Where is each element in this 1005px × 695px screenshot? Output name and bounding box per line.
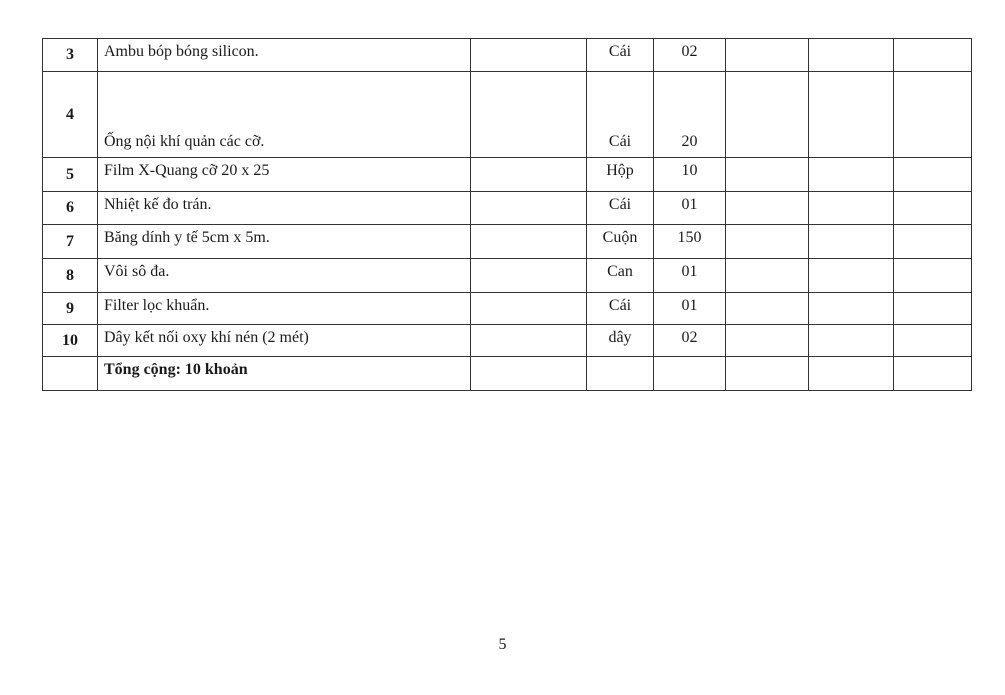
empty-cell xyxy=(726,39,809,72)
empty-cell xyxy=(894,293,972,325)
table-row xyxy=(43,325,972,357)
row-number: 8 xyxy=(43,259,98,293)
table-row xyxy=(43,158,972,192)
empty-cell xyxy=(894,158,972,192)
item-name: Băng dính y tế 5cm x 5m. xyxy=(98,225,471,259)
table-row xyxy=(43,259,972,293)
item-name: Film X-Quang cỡ 20 x 25 xyxy=(98,158,471,192)
empty-cell xyxy=(43,357,98,391)
empty-cell xyxy=(726,72,809,158)
item-name: Dây kết nối oxy khí nén (2 mét) xyxy=(98,325,471,357)
empty-cell xyxy=(809,357,894,391)
empty-cell xyxy=(809,192,894,225)
empty-cell xyxy=(809,325,894,357)
row-number: 4 xyxy=(43,72,98,158)
row-number: 6 xyxy=(43,192,98,225)
item-quantity: 02 xyxy=(654,325,726,357)
total-label: Tổng cộng: 10 khoản xyxy=(98,357,471,391)
table-row xyxy=(43,72,972,158)
empty-cell xyxy=(809,72,894,158)
empty-cell xyxy=(809,225,894,259)
item-unit: Cái xyxy=(587,293,654,325)
empty-cell xyxy=(809,158,894,192)
item-quantity: 01 xyxy=(654,293,726,325)
empty-cell xyxy=(726,225,809,259)
item-unit: Cái xyxy=(587,72,654,158)
empty-cell xyxy=(726,293,809,325)
item-name: Vôi sô đa. xyxy=(98,259,471,293)
item-unit: dây xyxy=(587,325,654,357)
item-spec xyxy=(471,325,587,357)
table-row xyxy=(43,39,972,72)
item-unit: Cái xyxy=(587,192,654,225)
row-number: 5 xyxy=(43,158,98,192)
table-row xyxy=(43,293,972,325)
empty-cell xyxy=(726,158,809,192)
empty-cell xyxy=(894,259,972,293)
empty-cell xyxy=(726,357,809,391)
item-quantity: 01 xyxy=(654,192,726,225)
row-number: 10 xyxy=(43,325,98,357)
item-name: Nhiệt kế đo trán. xyxy=(98,192,471,225)
item-name: Ambu bóp bóng silicon. xyxy=(98,39,471,72)
empty-cell xyxy=(894,325,972,357)
empty-cell xyxy=(809,293,894,325)
empty-cell xyxy=(587,357,654,391)
item-name: Ống nội khí quản các cỡ. xyxy=(98,72,471,158)
item-spec xyxy=(471,259,587,293)
item-spec xyxy=(471,158,587,192)
item-spec xyxy=(471,192,587,225)
page-number: 5 xyxy=(498,636,507,653)
empty-cell xyxy=(809,39,894,72)
empty-cell xyxy=(726,325,809,357)
item-spec xyxy=(471,225,587,259)
empty-cell xyxy=(726,192,809,225)
item-unit: Hộp xyxy=(587,158,654,192)
item-unit: Cuộn xyxy=(587,225,654,259)
empty-cell xyxy=(471,357,587,391)
item-quantity: 10 xyxy=(654,158,726,192)
empty-cell xyxy=(894,39,972,72)
row-number: 7 xyxy=(43,225,98,259)
table-row xyxy=(43,192,972,225)
empty-cell xyxy=(726,259,809,293)
empty-cell xyxy=(894,192,972,225)
item-spec xyxy=(471,39,587,72)
empty-cell xyxy=(894,72,972,158)
empty-cell xyxy=(894,225,972,259)
item-name: Filter lọc khuẩn. xyxy=(98,293,471,325)
item-quantity: 02 xyxy=(654,39,726,72)
item-quantity: 01 xyxy=(654,259,726,293)
empty-cell xyxy=(654,357,726,391)
item-spec xyxy=(471,293,587,325)
total-row xyxy=(43,357,972,391)
item-spec xyxy=(471,72,587,158)
row-number: 9 xyxy=(43,293,98,325)
row-number: 3 xyxy=(43,39,98,72)
empty-cell xyxy=(809,259,894,293)
table-row xyxy=(43,225,972,259)
empty-cell xyxy=(894,357,972,391)
item-quantity: 20 xyxy=(654,72,726,158)
item-quantity: 150 xyxy=(654,225,726,259)
item-unit: Can xyxy=(587,259,654,293)
item-unit: Cái xyxy=(587,39,654,72)
supply-table xyxy=(42,38,972,391)
